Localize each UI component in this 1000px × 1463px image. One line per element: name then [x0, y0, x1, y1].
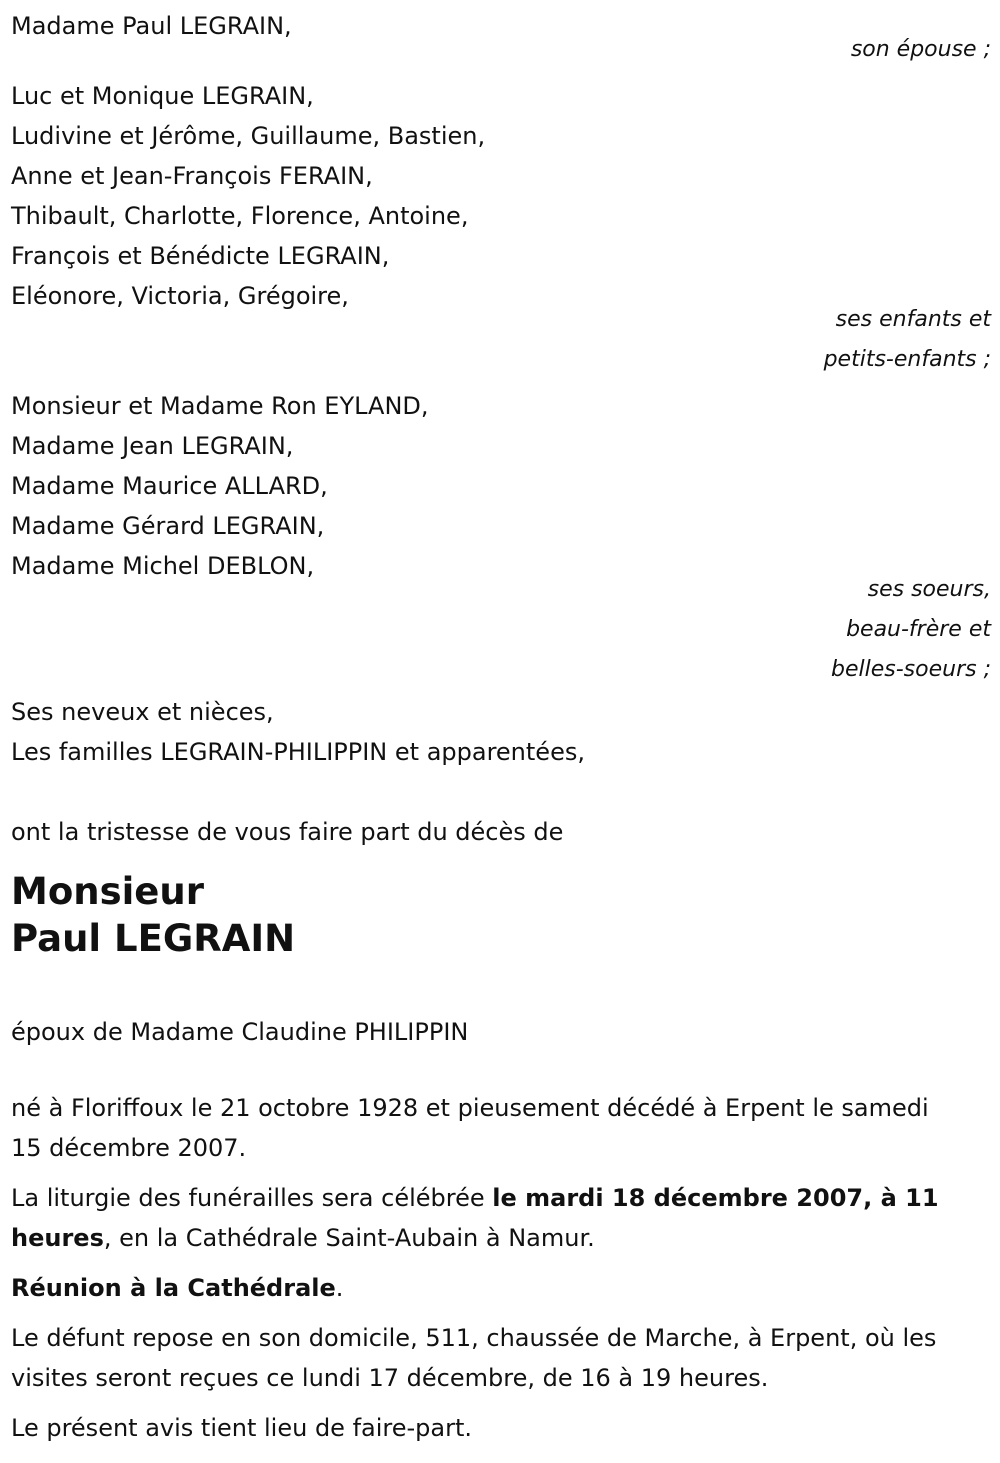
sibling-line: Madame Maurice ALLARD, — [11, 472, 328, 500]
closing-text: Le présent avis tient lieu de faire-part. — [11, 1414, 473, 1442]
deceased-name-block — [11, 868, 991, 962]
deceased-title: Monsieur — [11, 870, 204, 913]
relatives-line: Ses neveux et nièces, — [11, 698, 274, 726]
children-line: Ludivine et Jérôme, Guillaume, Bastien, — [11, 122, 486, 150]
spouse-of-text: époux de Madame Claudine PHILIPPIN — [11, 1018, 469, 1046]
funeral-text — [11, 1178, 991, 1258]
announcement-text: ont la tristesse de vous faire part du décès de — [11, 818, 564, 846]
meeting-place: Réunion à la Cathédrale — [11, 1274, 336, 1302]
funeral-intro: La liturgie des funérailles sera célébrée — [11, 1184, 493, 1212]
children-block — [11, 76, 991, 380]
funeral-date-time: le mardi 18 décembre 2007, à 11 heures — [11, 1184, 939, 1252]
children-line: Anne et Jean-François FERAIN, — [11, 162, 373, 190]
sibling-line: Madame Jean LEGRAIN, — [11, 432, 294, 460]
children-role: ses enfants et — [835, 307, 991, 332]
siblings-block — [11, 386, 991, 690]
funeral-place: , en la Cathédrale Saint-Aubain à Namur. — [103, 1224, 595, 1252]
sibling-line: Madame Gérard LEGRAIN, — [11, 512, 325, 540]
obituary-notice — [11, 6, 991, 1448]
children-role: petits-enfants ; — [823, 347, 991, 372]
siblings-role: belles-soeurs ; — [831, 657, 991, 682]
siblings-role: ses soeurs, — [867, 577, 991, 602]
sibling-line: Madame Michel DEBLON, — [11, 552, 315, 580]
meeting-text — [11, 1268, 991, 1308]
spouse-name: Madame Paul LEGRAIN, — [11, 12, 292, 40]
sibling-line: Monsieur et Madame Ron EYLAND, — [11, 392, 429, 420]
children-line: François et Bénédicte LEGRAIN, — [11, 242, 390, 270]
siblings-role: beau-frère et — [846, 617, 991, 642]
children-line: Eléonore, Victoria, Grégoire, — [11, 282, 349, 310]
children-line: Luc et Monique LEGRAIN, — [11, 82, 314, 110]
relatives-line: Les familles LEGRAIN-PHILIPPIN et apparentées, — [11, 738, 585, 766]
deceased-name: Paul LEGRAIN — [11, 917, 296, 960]
other-relatives-block — [11, 692, 991, 772]
birth-death-text: né à Floriffoux le 21 octobre 1928 et pieusement décédé à Erpent le samedi 15 décembre 2007. — [11, 1094, 929, 1162]
spouse-block — [11, 6, 991, 70]
spouse-role: son épouse ; — [850, 37, 991, 62]
children-line: Thibault, Charlotte, Florence, Antoine, — [11, 202, 469, 230]
meeting-end: . — [335, 1274, 344, 1302]
visitation-text: Le défunt repose en son domicile, 511, chaussée de Marche, à Erpent, où les visites seront reçues ce lundi 17 décembre, de 16 à 19 heures. — [11, 1324, 937, 1392]
